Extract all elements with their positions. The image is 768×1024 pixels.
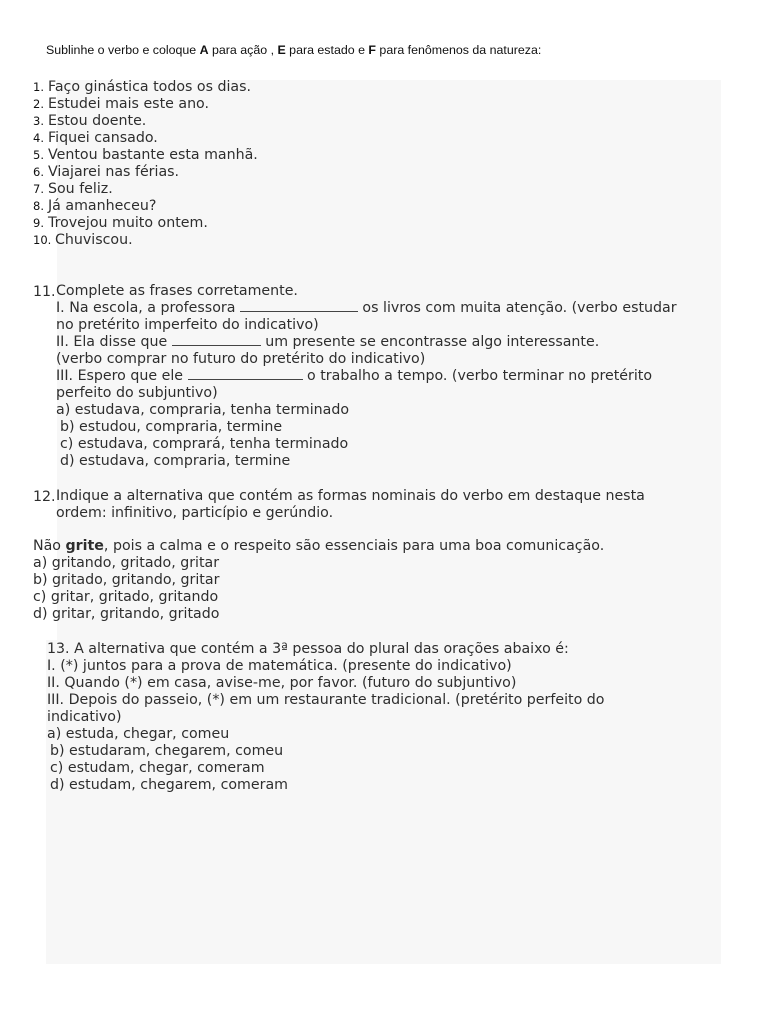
q13-item-2: II. Quando (*) em casa, avise-me, por favor. (futuro do subjuntivo) bbox=[47, 675, 517, 691]
q12-option: b) gritado, gritando, gritar bbox=[33, 572, 220, 588]
list-item-text: Faço ginástica todos os dias. bbox=[48, 79, 252, 95]
q11-title: Complete as frases corretamente. bbox=[56, 283, 298, 299]
list-item bbox=[33, 215, 208, 232]
q12-line-2: ordem: infinitivo, particípio e gerúndio. bbox=[56, 505, 334, 521]
instruction-a: A bbox=[199, 43, 209, 57]
q11-option: c) estudava, comprará, tenha terminado bbox=[60, 436, 349, 452]
q12-sentence bbox=[33, 538, 604, 555]
q13-option: b) estudaram, chegarem, comeu bbox=[50, 743, 284, 759]
list-item-text: Estou doente. bbox=[48, 113, 147, 129]
q11-s1-end: os livros com muita atenção. (verbo estudar bbox=[357, 300, 677, 316]
q11-option: d) estudava, compraria, termine bbox=[60, 453, 291, 469]
q11-sentence-3 bbox=[56, 368, 652, 385]
list-item-number: 7. bbox=[33, 182, 44, 196]
instruction-mid1: para ação , bbox=[208, 43, 278, 57]
list-item-number: 3. bbox=[33, 114, 44, 128]
q13-item-1: I. (*) juntos para a prova de matemática. (presente do indicativo) bbox=[47, 658, 512, 674]
list-item-number: 9. bbox=[33, 216, 44, 230]
instruction-prefix: Sublinhe o verbo e coloque bbox=[46, 43, 200, 57]
q11-number: 11. bbox=[33, 284, 56, 300]
list-item-text: Ventou bastante esta manhã. bbox=[48, 147, 258, 163]
list-item bbox=[33, 232, 133, 249]
q13-title: 13. A alternativa que contém a 3ª pessoa do plural das orações abaixo é: bbox=[47, 641, 569, 657]
list-item-text: Estudei mais este ano. bbox=[48, 96, 210, 112]
q11-s3-end: o trabalho a tempo. (verbo terminar no pretérito bbox=[302, 368, 653, 384]
list-item-number: 2. bbox=[33, 97, 44, 111]
list-item-text: Sou feliz. bbox=[48, 181, 113, 197]
list-item-text: Viajarei nas férias. bbox=[48, 164, 180, 180]
list-item-number: 4. bbox=[33, 131, 44, 145]
q11-sentence-1 bbox=[56, 300, 677, 317]
q12-option: c) gritar, gritado, gritando bbox=[33, 589, 219, 605]
q13-item-3-cont: indicativo) bbox=[47, 709, 122, 725]
q12-number: 12. bbox=[33, 489, 56, 505]
list-item bbox=[33, 181, 113, 198]
list-item-number: 1. bbox=[33, 80, 44, 94]
q11-blank-2 bbox=[172, 334, 261, 346]
list-item bbox=[33, 79, 251, 96]
list-item-number: 6. bbox=[33, 165, 44, 179]
q13-option: c) estudam, chegar, comeram bbox=[50, 760, 265, 776]
q11-blank-3 bbox=[188, 368, 303, 380]
q11-option: a) estudava, compraria, tenha terminado bbox=[56, 402, 350, 418]
list-item bbox=[33, 130, 158, 147]
q12-sentence-start: Não bbox=[33, 538, 66, 554]
list-item bbox=[33, 198, 156, 215]
instruction-mid2: para estado e bbox=[285, 43, 369, 57]
q12-highlighted-verb: grite bbox=[65, 538, 104, 554]
q13-option: d) estudam, chegarem, comeram bbox=[50, 777, 288, 793]
list-item-text: Trovejou muito ontem. bbox=[48, 215, 208, 231]
q11-option: b) estudou, compraria, termine bbox=[60, 419, 283, 435]
list-item bbox=[33, 113, 146, 130]
q11-blank-1 bbox=[240, 300, 358, 312]
q13-item-3: III. Depois do passeio, (*) em um restaurante tradicional. (pretérito perfeito do bbox=[47, 692, 605, 708]
list-item-text: Já amanheceu? bbox=[48, 198, 157, 214]
q11-sentence-2-cont: (verbo comprar no futuro do pretérito do indicativo) bbox=[56, 351, 426, 367]
instruction-suffix: para fenômenos da natureza: bbox=[375, 43, 542, 57]
instruction-e: E bbox=[277, 43, 286, 57]
q13-option: a) estuda, chegar, comeu bbox=[47, 726, 230, 742]
list-item bbox=[33, 164, 179, 181]
q11-sentence-2 bbox=[56, 334, 599, 351]
q11-s3-start: III. Espero que ele bbox=[56, 368, 188, 384]
q11-sentence-3-cont: perfeito do subjuntivo) bbox=[56, 385, 218, 401]
q12-option: a) gritando, gritado, gritar bbox=[33, 555, 220, 571]
q11-s1-start: I. Na escola, a professora bbox=[56, 300, 240, 316]
list-item-number: 10. bbox=[33, 233, 52, 247]
instruction-f: F bbox=[368, 43, 376, 57]
list-item bbox=[33, 96, 209, 113]
list-item-number: 8. bbox=[33, 199, 44, 213]
q12-line-1: Indique a alternativa que contém as formas nominais do verbo em destaque nesta bbox=[56, 488, 645, 504]
instruction-line bbox=[46, 43, 746, 57]
q12-sentence-end: , pois a calma e o respeito são essenciais para uma boa comunicação. bbox=[103, 538, 605, 554]
q11-s2-start: II. Ela disse que bbox=[56, 334, 172, 350]
list-item-text: Chuviscou. bbox=[55, 232, 133, 248]
list-item-text: Fiquei cansado. bbox=[48, 130, 158, 146]
q11-s2-end: um presente se encontrasse algo interessante. bbox=[260, 334, 600, 350]
q11-sentence-1-cont: no pretérito imperfeito do indicativo) bbox=[56, 317, 319, 333]
list-item bbox=[33, 147, 258, 164]
list-item-number: 5. bbox=[33, 148, 44, 162]
q12-option: d) gritar, gritando, gritado bbox=[33, 606, 220, 622]
